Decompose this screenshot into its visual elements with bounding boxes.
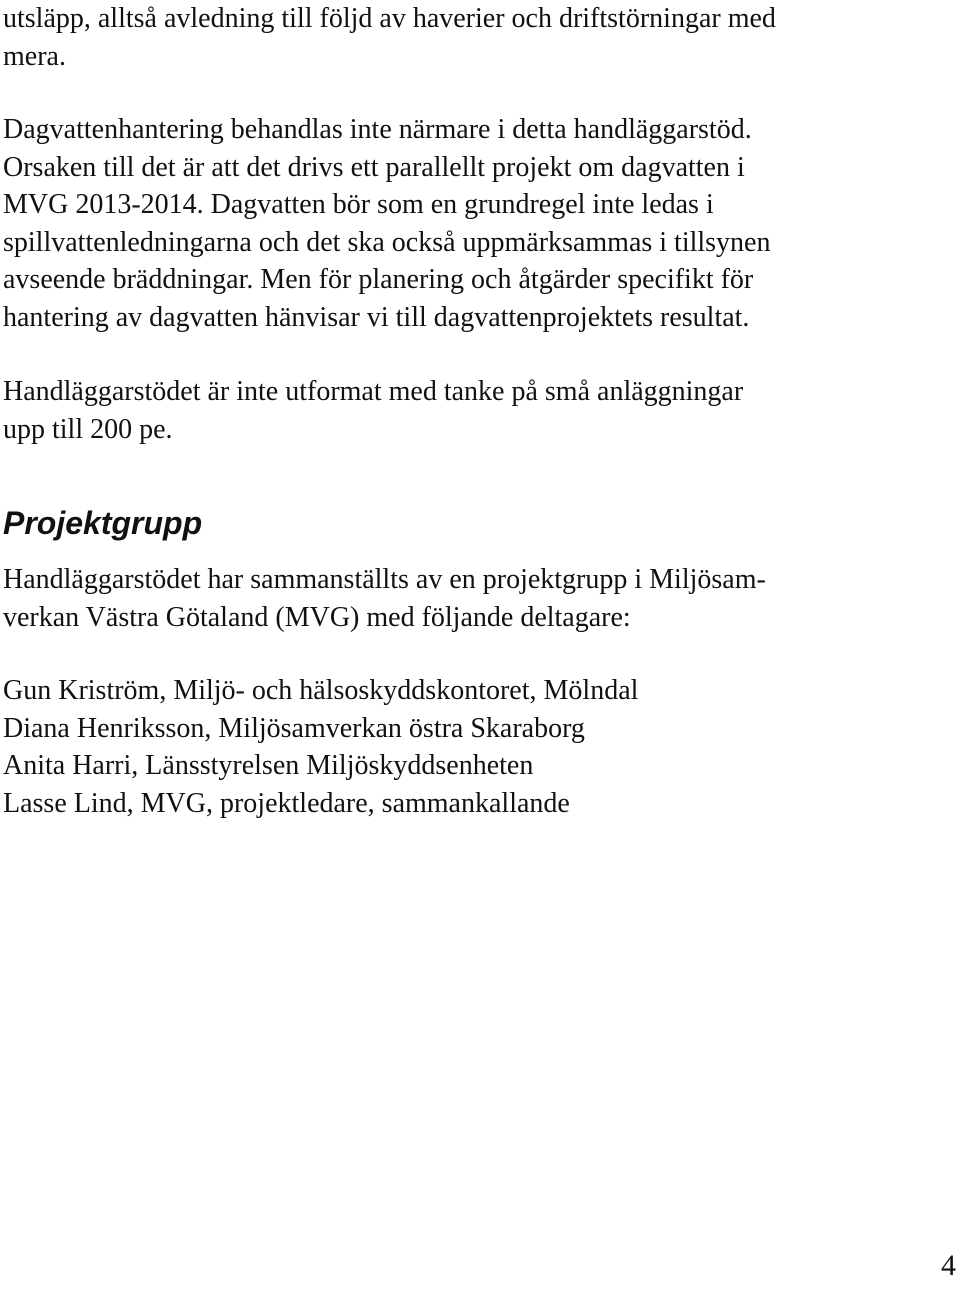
text-line: Orsaken till det är att det drivs ett parallellt projekt om dagvatten i xyxy=(3,151,745,183)
text-line: utsläpp, alltså avledning till följd av haverier och driftstörningar med xyxy=(3,3,776,34)
text-line: Dagvattenhantering behandlas inte närmare i detta handläggarstöd. xyxy=(3,114,752,145)
scope-paragraph xyxy=(3,373,743,448)
member-item: Anita Harri, Länsstyrelsen Miljöskyddsenheten xyxy=(3,750,534,782)
member-list xyxy=(3,672,638,822)
text-line: mera. xyxy=(3,40,66,72)
text-line: avseende bräddningar. Men för planering och åtgärder specifikt för xyxy=(3,264,754,296)
text-line: Handläggarstödet är inte utformat med tanke på små anläggningar xyxy=(3,376,744,407)
text-line: Handläggarstödet har sammanställts av en projektgrupp i Miljösam- xyxy=(3,564,766,595)
text-line: hantering av dagvatten hänvisar vi till dagvattenprojektets resultat. xyxy=(3,301,750,333)
member-item: Diana Henriksson, Miljösamverkan östra Skaraborg xyxy=(3,712,585,744)
text-line: MVG 2013-2014. Dagvatten bör som en grundregel inte ledas i xyxy=(3,189,714,221)
group-paragraph xyxy=(3,561,766,636)
page-number: 4 xyxy=(941,1249,956,1282)
section-heading: Projektgrupp xyxy=(3,505,203,541)
text-line: upp till 200 pe. xyxy=(3,413,173,445)
intro-paragraph xyxy=(3,0,776,75)
text-line: spillvattenledningarna och det ska också uppmärksammas i tillsynen xyxy=(3,226,771,258)
member-item: Gun Kriström, Miljö- och hälsoskyddskontoret, Mölndal xyxy=(3,675,639,706)
dagvatten-paragraph xyxy=(3,111,770,337)
member-item: Lasse Lind, MVG, projektledare, sammankallande xyxy=(3,787,570,819)
text-line: verkan Västra Götaland (MVG) med följande deltagare: xyxy=(3,601,631,633)
